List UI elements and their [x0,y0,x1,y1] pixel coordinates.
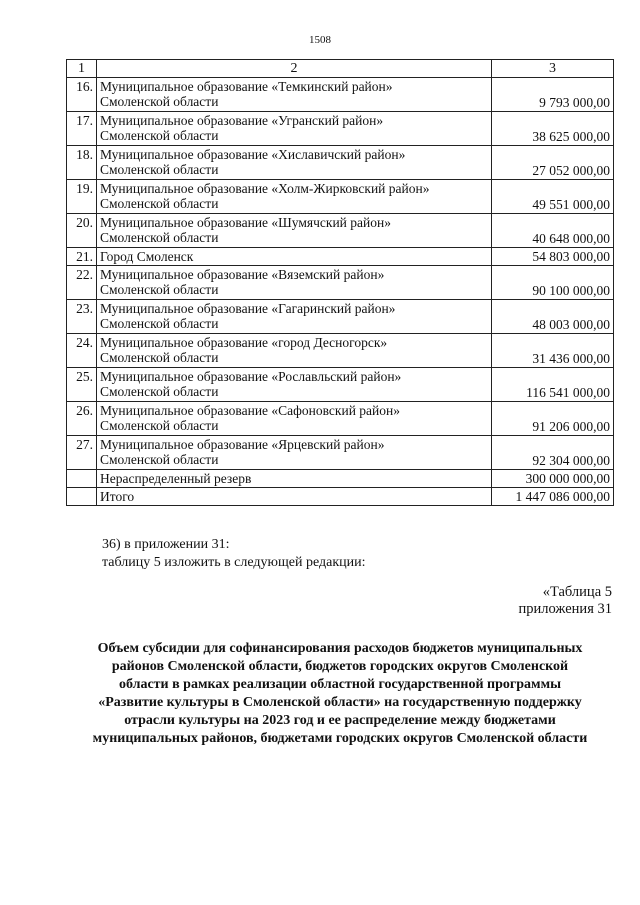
row-name-line2: Смоленской области [100,282,219,297]
row-name [97,402,492,436]
row-number: 18. [67,146,97,180]
row-name-line1: Муниципальное образование «Гагаринский район» [100,301,396,316]
row-name-line2: Смоленской области [100,384,219,399]
row-name-line2: Смоленской области [100,418,219,433]
table-row [67,488,614,506]
row-amount: 38 625 000,00 [492,112,614,146]
row-name [97,214,492,248]
row-name-line2: Смоленской области [100,230,219,245]
row-name [97,470,492,488]
table-header-row [67,60,614,78]
subsidy-table [66,59,614,506]
paragraph-item-36: 36) в приложении 31: [102,537,230,552]
row-name-line1: Муниципальное образование «город Десногорск» [100,335,388,350]
row-name-line1: Муниципальное образование «Вяземский район» [100,267,385,282]
row-amount: 27 052 000,00 [492,146,614,180]
row-amount: 1 447 086 000,00 [492,488,614,506]
table-row [67,146,614,180]
title-line: «Развитие культуры в Смоленской области» на государственную поддержку [98,695,582,710]
header-cell-2: 2 [97,60,492,78]
document-title [60,640,620,748]
row-name-line2: Смоленской области [100,162,219,177]
row-number: 16. [67,78,97,112]
row-name [97,488,492,506]
row-number: 20. [67,214,97,248]
row-name [97,112,492,146]
row-name [97,146,492,180]
row-name-line1: Муниципальное образование «Холм-Жирковский район» [100,181,430,196]
row-amount: 40 648 000,00 [492,214,614,248]
row-name-line1: Муниципальное образование «Рославльский район» [100,369,402,384]
page-number: 1508 [309,34,331,46]
table-row [67,368,614,402]
row-number: 24. [67,334,97,368]
row-number: 23. [67,300,97,334]
title-line: районов Смоленской области, бюджетов городских округов Смоленской [111,659,569,674]
row-name-line2: Смоленской области [100,452,219,467]
row-amount: 9 793 000,00 [492,78,614,112]
title-line: муниципальных районов, бюджетами городских округов Смоленской области [92,731,588,746]
row-name-line1: Муниципальное образование «Сафоновский район» [100,403,400,418]
row-name-line1: Муниципальное образование «Шумячский район» [100,215,391,230]
title-line: отрасли культуры на 2023 год и ее распределение между бюджетами [124,713,556,728]
row-amount: 49 551 000,00 [492,180,614,214]
row-number: 21. [67,248,97,266]
row-name-line1: Муниципальное образование «Темкинский район» [100,79,393,94]
row-name-line1: Муниципальное образование «Хиславичский район» [100,147,406,162]
row-name [97,248,492,266]
row-name-line2: Смоленской области [100,196,219,211]
row-name [97,266,492,300]
row-name [97,78,492,112]
row-number [67,470,97,488]
row-name-line2: Смоленской области [100,128,219,143]
row-name [97,334,492,368]
row-number: 22. [67,266,97,300]
table-row [67,248,614,266]
table-reference [519,584,612,618]
row-amount: 54 803 000,00 [492,248,614,266]
row-amount: 48 003 000,00 [492,300,614,334]
table-row [67,180,614,214]
row-number: 25. [67,368,97,402]
row-name [97,436,492,470]
table-row [67,214,614,248]
row-name-line2: Смоленской области [100,94,219,109]
row-name [97,180,492,214]
table-row [67,334,614,368]
paragraph-instruction: таблицу 5 изложить в следующей редакции: [102,555,366,570]
row-name [97,368,492,402]
header-cell-3: 3 [492,60,614,78]
row-amount: 90 100 000,00 [492,266,614,300]
row-amount: 116 541 000,00 [492,368,614,402]
row-amount: 92 304 000,00 [492,436,614,470]
title-line: области в рамках реализации областной государственной программы [118,677,562,692]
row-number [67,488,97,506]
table-row [67,470,614,488]
row-number: 19. [67,180,97,214]
row-name [97,300,492,334]
row-amount: 300 000 000,00 [492,470,614,488]
title-line: Объем субсидии для софинансирования расходов бюджетов муниципальных [97,641,583,656]
table-reference-line2: приложения 31 [518,601,612,617]
table-row [67,112,614,146]
table-row [67,78,614,112]
table-row [67,266,614,300]
table-row [67,300,614,334]
row-name-line2: Смоленской области [100,350,219,365]
table-reference-line1: «Таблица 5 [542,584,612,600]
row-name-line1: Нераспределенный резерв [100,471,252,486]
row-name-line1: Итого [100,489,135,504]
row-amount: 31 436 000,00 [492,334,614,368]
row-name-line1: Муниципальное образование «Угранский район» [100,113,384,128]
table-row [67,436,614,470]
header-cell-1: 1 [67,60,97,78]
row-amount: 91 206 000,00 [492,402,614,436]
row-number: 17. [67,112,97,146]
table-row [67,402,614,436]
row-name-line1: Город Смоленск [100,249,194,264]
row-number: 27. [67,436,97,470]
row-name-line2: Смоленской области [100,316,219,331]
row-name-line1: Муниципальное образование «Ярцевский район» [100,437,385,452]
row-number: 26. [67,402,97,436]
